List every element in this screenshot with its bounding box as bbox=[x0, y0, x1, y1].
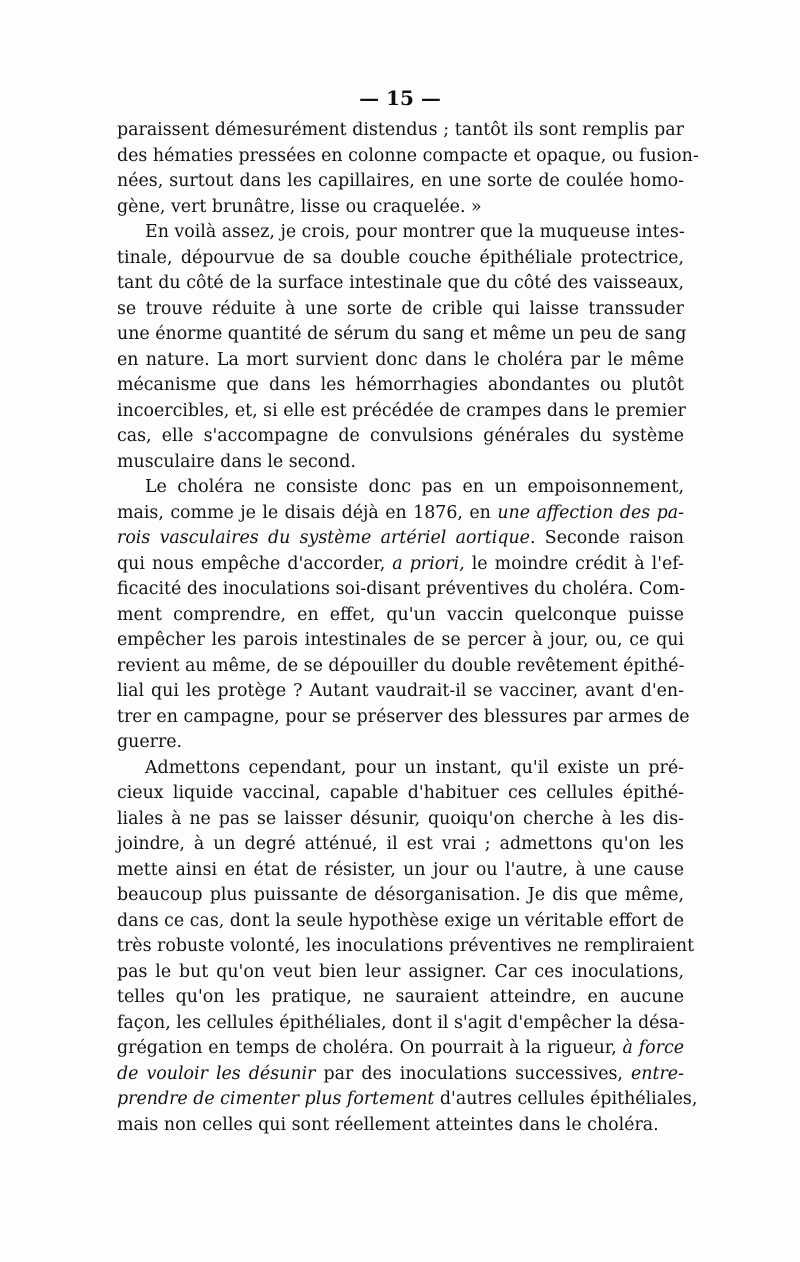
text-line bbox=[117, 144, 699, 170]
text-line bbox=[117, 628, 684, 654]
text-line bbox=[117, 858, 684, 884]
text-run: par des inoculations successives, bbox=[315, 1063, 632, 1084]
text-line bbox=[117, 832, 684, 858]
text-line bbox=[117, 552, 684, 578]
text-line bbox=[117, 577, 684, 603]
text-line bbox=[117, 756, 684, 782]
text-run: ficacité des inoculations soi-disant préventives du choléra. Com- bbox=[117, 579, 686, 599]
text-run: ment comprendre, en effet, qu'un vaccin quelconque puisse bbox=[117, 604, 684, 625]
italic-text: prendre de cimenter plus fortement bbox=[117, 1089, 435, 1109]
page-number: — 15 — bbox=[359, 86, 441, 110]
text-run: incoercibles, et, si elle est précédée de crampes dans le premier bbox=[117, 400, 686, 421]
text-run: mais, comme je le disais déjà en 1876, en bbox=[117, 502, 498, 523]
text-line bbox=[117, 297, 684, 323]
text-line bbox=[117, 271, 684, 297]
text-line bbox=[117, 246, 684, 272]
text-run: tinale, dépourvue de sa double couche épithéliale protectrice, bbox=[117, 247, 684, 268]
text-line bbox=[117, 960, 684, 986]
text-line bbox=[117, 985, 684, 1011]
text-run: beaucoup plus puissante de désorganisation. Je dis que même, bbox=[117, 885, 684, 905]
text-run: telles qu'on les pratique, ne sauraient atteindre, en aucune bbox=[117, 987, 684, 1007]
text-run: se trouve réduite à une sorte de crible qui laisse transsuder bbox=[117, 298, 684, 319]
text-run: En voilà assez, je crois, pour montrer que la muqueuse intes- bbox=[145, 222, 685, 242]
text-line bbox=[117, 1087, 698, 1113]
text-run: cas, elle s'accompagne de convulsions générales du système bbox=[117, 426, 684, 446]
text-run: mette ainsi en état de résister, un jour ou l'autre, à une cause bbox=[117, 859, 684, 880]
italic-text: à force bbox=[622, 1038, 684, 1058]
text-line bbox=[117, 883, 684, 909]
text-run: très robuste volonté, les inoculations préventives ne rempliraient bbox=[117, 936, 695, 956]
text-line bbox=[117, 424, 684, 450]
text-line bbox=[117, 501, 684, 527]
text-run: empêcher les parois intestinales de se percer à jour, ou, ce qui bbox=[117, 630, 684, 650]
text-run: guerre. bbox=[117, 732, 183, 752]
text-run: mais non celles qui sont réellement atteintes dans le choléra. bbox=[117, 1114, 659, 1135]
text-line bbox=[117, 705, 690, 731]
text-run: pas le but qu'on veut bien leur assigner. Car ces inoculations, bbox=[117, 961, 684, 982]
text-run: d'autres cellules épithéliales, bbox=[434, 1089, 698, 1109]
text-line bbox=[117, 781, 684, 807]
text-line bbox=[117, 934, 695, 960]
text-run: musculaire dans le second. bbox=[117, 451, 357, 472]
text-run: paraissent démesurément distendus ; tantôt ils sont remplis par bbox=[117, 120, 684, 140]
text-run: façon, les cellules épithéliales, dont il s'agit d'empêcher la désa- bbox=[117, 1012, 685, 1033]
text-line bbox=[117, 807, 684, 833]
text-line bbox=[117, 1113, 684, 1139]
text-run: gène, vert brunâtre, lisse ou craquelée. » bbox=[117, 196, 482, 217]
text-run: liales à ne pas se laisser désunir, quoiqu'on cherche à les dis- bbox=[117, 808, 684, 829]
text-run: une énorme quantité de sérum du sang et même un peu de sang bbox=[117, 324, 687, 344]
italic-text: entre- bbox=[631, 1063, 684, 1084]
body-text bbox=[117, 118, 699, 1138]
text-run: dans ce cas, dont la seule hypothèse exige un véritable effort de bbox=[117, 910, 685, 931]
text-run: joindre, à un degré atténué, il est vrai ; admettons qu'on les bbox=[117, 834, 684, 854]
text-line bbox=[117, 603, 684, 629]
text-run: Admettons cependant, pour un instant, qu'il existe un pré- bbox=[145, 757, 684, 778]
text-line bbox=[117, 1062, 684, 1088]
italic-text: rois vasculaires du système artériel aortique. bbox=[117, 528, 536, 548]
text-run: grégation en temps de choléra. On pourrait à la rigueur, bbox=[117, 1038, 623, 1058]
text-run: Seconde raison bbox=[535, 528, 684, 548]
text-line bbox=[117, 475, 684, 501]
text-run: mécanisme que dans les hémorrhagies abondantes ou plutôt bbox=[117, 375, 684, 395]
text-line bbox=[117, 399, 684, 425]
text-run: le moindre crédit à l'ef- bbox=[464, 553, 684, 574]
text-run: lial qui les protège ? Autant vaudrait-il se vacciner, avant d'en- bbox=[117, 681, 684, 701]
text-line bbox=[117, 909, 684, 935]
text-run: revient au même, de se dépouiller du double revêtement épithé- bbox=[117, 655, 685, 676]
text-run: nées, surtout dans les capillaires, en une sorte de coulée homo- bbox=[117, 171, 684, 191]
italic-text: de vouloir les désunir bbox=[117, 1063, 316, 1084]
text-run: cieux liquide vaccinal, capable d'habituer ces cellules épithé- bbox=[117, 783, 684, 803]
text-run: Le choléra ne consiste donc pas en un empoisonnement, bbox=[145, 477, 684, 497]
text-line bbox=[117, 195, 684, 221]
text-line bbox=[117, 169, 684, 195]
text-line bbox=[117, 1011, 684, 1037]
text-line bbox=[117, 322, 687, 348]
text-line bbox=[117, 654, 684, 680]
text-line bbox=[117, 450, 684, 476]
text-run: tant du côté de la surface intestinale que du côté des vaisseaux, bbox=[117, 273, 684, 293]
text-run: trer en campagne, pour se préserver des blessures par armes de bbox=[117, 706, 690, 727]
text-run: des hématies pressées en colonne compacte et opaque, ou fusion- bbox=[117, 145, 699, 166]
text-line bbox=[117, 526, 684, 552]
text-line bbox=[117, 118, 684, 144]
text-line bbox=[117, 1036, 684, 1062]
italic-text: a priori, bbox=[392, 553, 465, 574]
text-line bbox=[117, 373, 684, 399]
text-run: qui nous empêche d'accorder, bbox=[117, 553, 393, 574]
text-run: en nature. La mort survient donc dans le choléra par le même bbox=[117, 349, 684, 370]
text-line bbox=[117, 730, 684, 756]
text-line bbox=[117, 220, 684, 246]
text-line bbox=[117, 679, 684, 705]
italic-text: une affection des pa- bbox=[497, 502, 684, 523]
text-line bbox=[117, 348, 684, 374]
